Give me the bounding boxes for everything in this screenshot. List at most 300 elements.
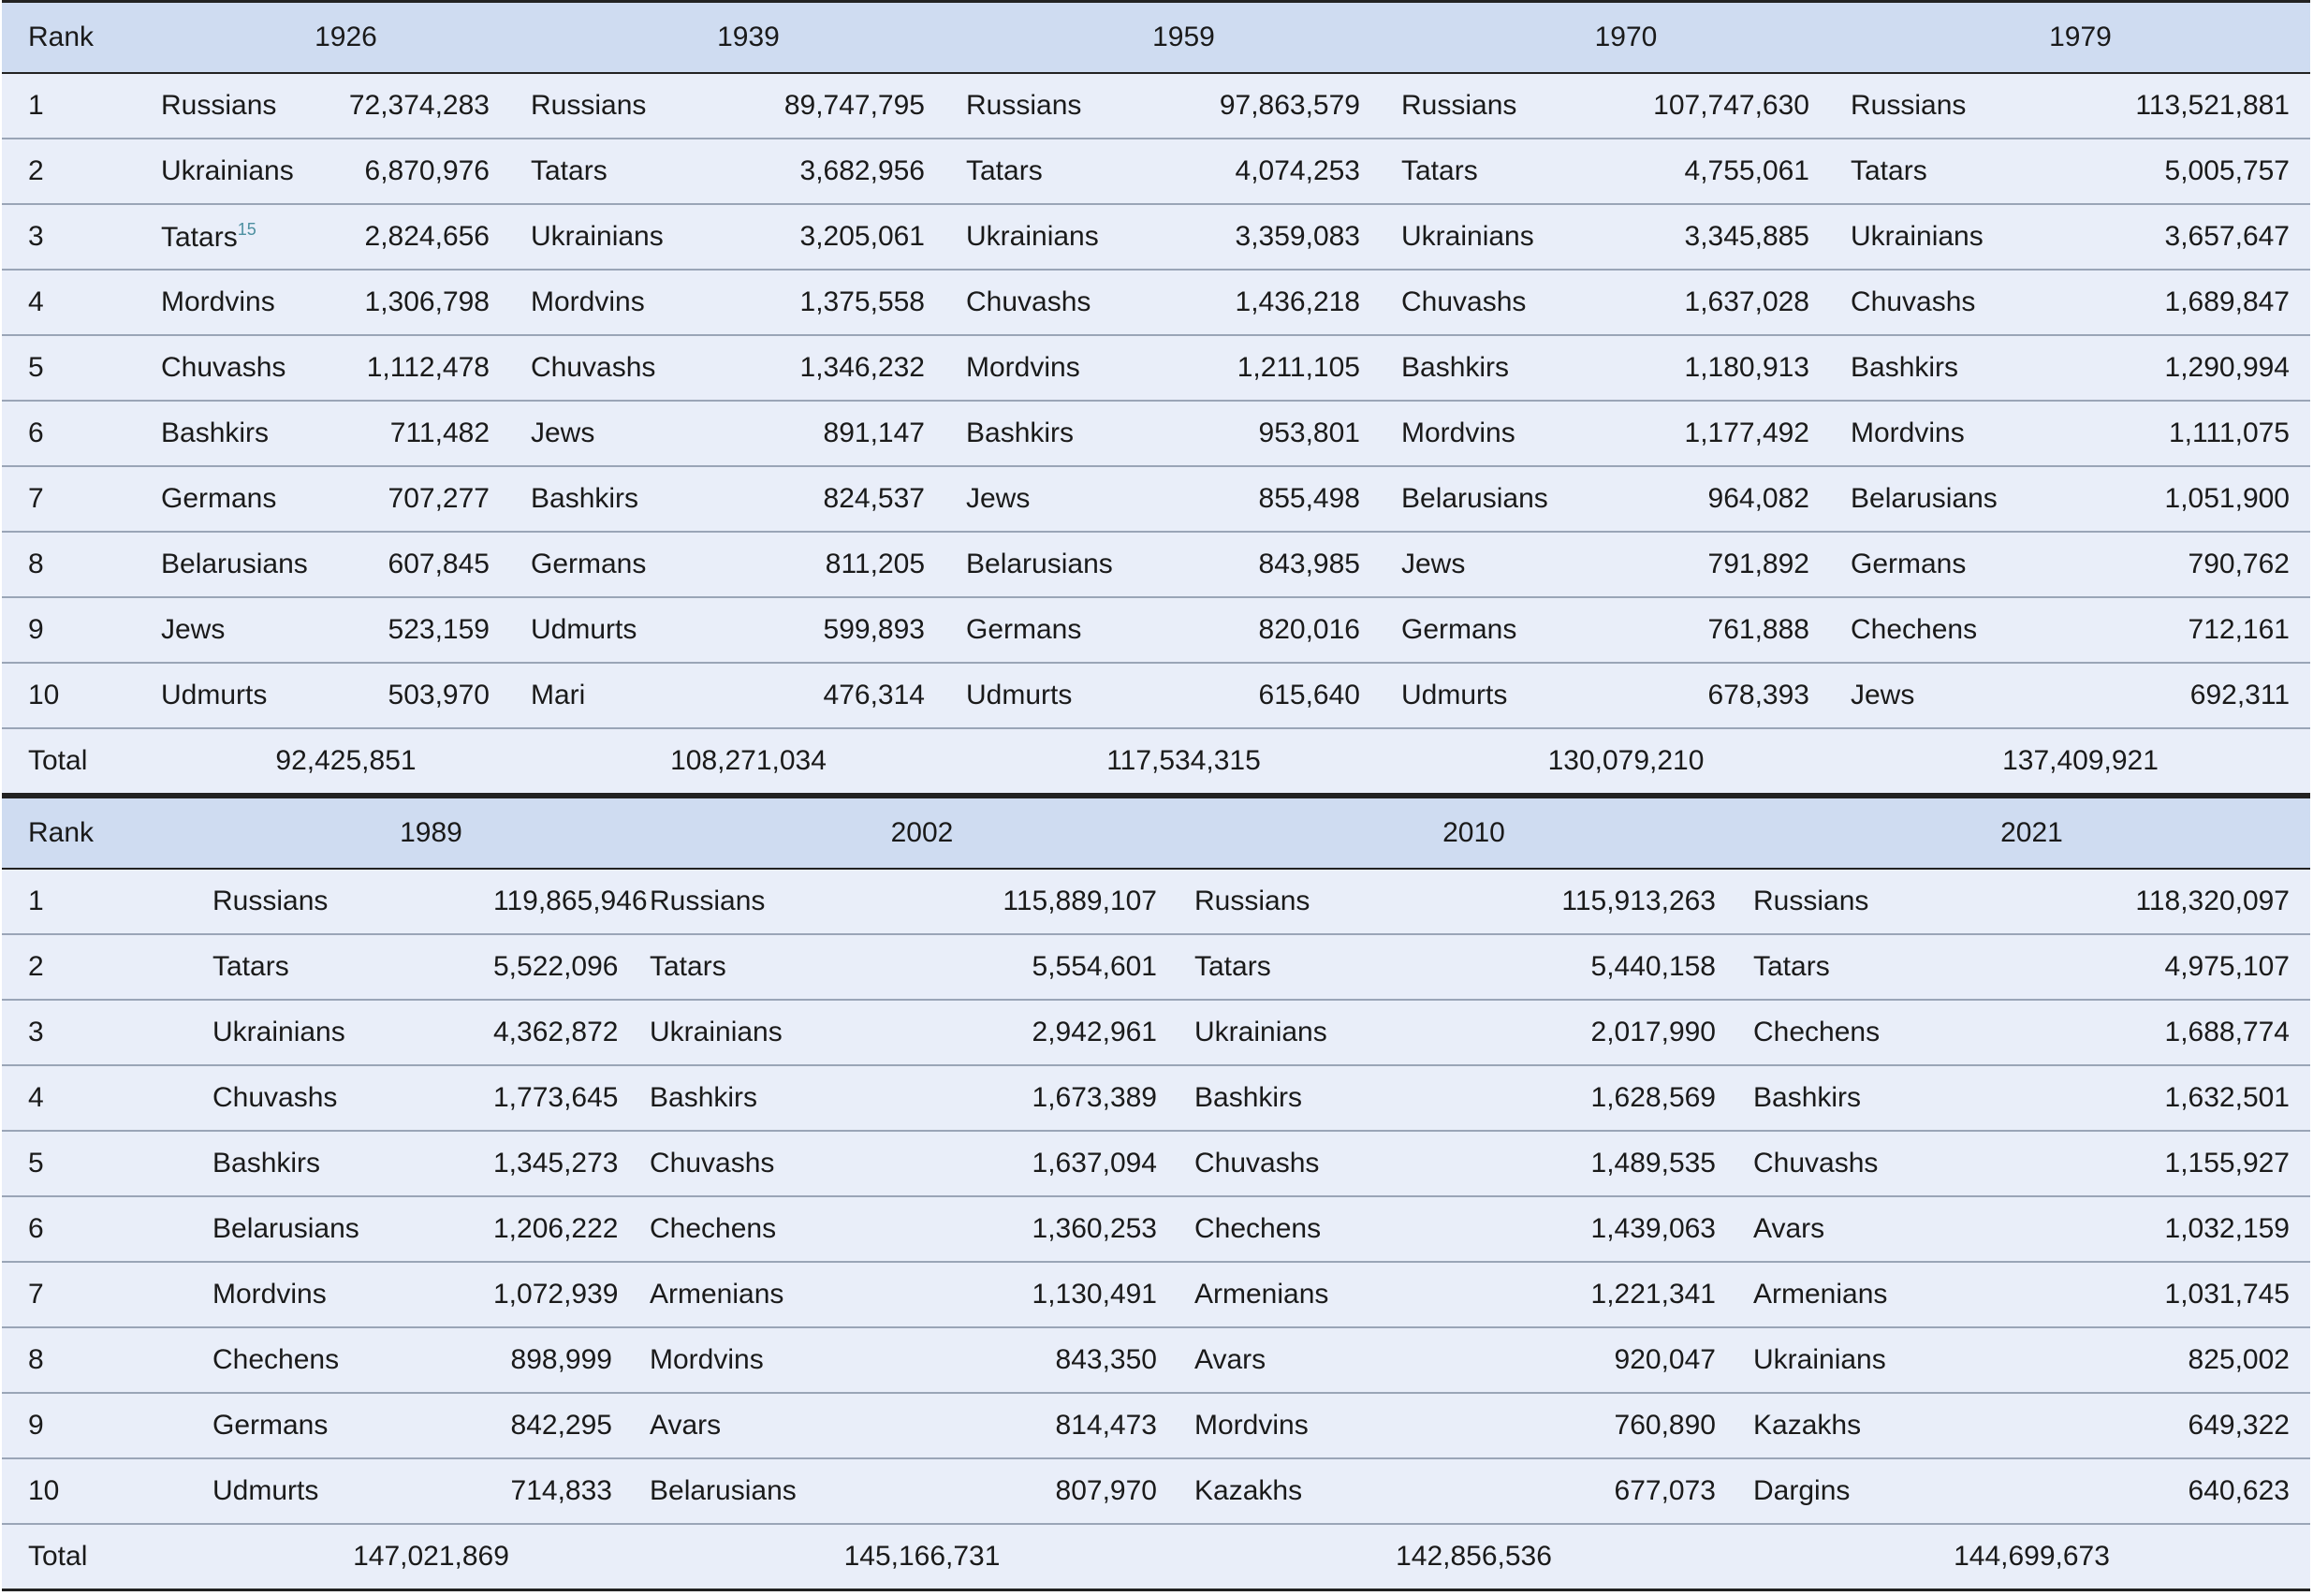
group-name bbox=[966, 663, 1186, 728]
group-name-text: Udmurts bbox=[531, 614, 637, 645]
population-value: 2,824,656 bbox=[348, 204, 531, 270]
population-value: 1,688,774 bbox=[2034, 1000, 2310, 1065]
population-value: 4,975,107 bbox=[2034, 934, 2310, 1000]
group-name bbox=[1753, 1458, 2034, 1524]
population-value: 523,159 bbox=[348, 597, 531, 663]
group-name-text: Avars bbox=[1194, 1344, 1266, 1375]
group-name-text: Bashkirs bbox=[1194, 1082, 1303, 1113]
population-value: 5,554,601 bbox=[930, 934, 1194, 1000]
population-value: 5,005,757 bbox=[2094, 139, 2310, 204]
group-name bbox=[650, 1262, 930, 1327]
population-value: 760,890 bbox=[1485, 1393, 1753, 1458]
header-rank: Rank bbox=[2, 798, 212, 870]
group-name bbox=[1401, 335, 1640, 401]
group-name bbox=[212, 1065, 493, 1131]
group-name-text: Ukrainians bbox=[1401, 221, 1534, 252]
group-name-text: Tatars bbox=[1851, 155, 1927, 186]
group-name-text: Ukrainians bbox=[212, 1017, 345, 1047]
population-value: 1,673,389 bbox=[930, 1065, 1194, 1131]
table-row bbox=[2, 1065, 2310, 1131]
group-name-text: Jews bbox=[531, 417, 595, 448]
group-name-text: Mordvins bbox=[161, 286, 275, 317]
group-name bbox=[966, 532, 1186, 597]
population-value: 1,345,273 bbox=[493, 1131, 650, 1196]
group-name-text: Chechens bbox=[212, 1344, 340, 1375]
rank-cell: 10 bbox=[2, 663, 161, 728]
group-name-text: Belarusians bbox=[650, 1475, 797, 1506]
table-row bbox=[2, 1131, 2310, 1196]
group-name-text: Chuvashs bbox=[650, 1148, 775, 1179]
group-name bbox=[1194, 1327, 1485, 1393]
total-value: 137,409,921 bbox=[1851, 728, 2310, 795]
rank-cell: 3 bbox=[2, 1000, 212, 1065]
table-row bbox=[2, 335, 2310, 401]
group-name-text: Mordvins bbox=[1194, 1410, 1309, 1441]
population-value: 714,833 bbox=[493, 1458, 650, 1524]
group-name bbox=[1753, 869, 2034, 934]
group-name bbox=[531, 466, 774, 532]
population-value: 1,211,105 bbox=[1186, 335, 1401, 401]
group-name-text: Chechens bbox=[1753, 1017, 1881, 1047]
group-name bbox=[1401, 466, 1640, 532]
population-value: 115,913,263 bbox=[1485, 869, 1753, 934]
population-value: 1,632,501 bbox=[2034, 1065, 2310, 1131]
group-name-text: Udmurts bbox=[966, 680, 1073, 710]
table-row bbox=[2, 1196, 2310, 1262]
rank-cell: 7 bbox=[2, 1262, 212, 1327]
group-name bbox=[1753, 1000, 2034, 1065]
group-name-text: Udmurts bbox=[212, 1475, 319, 1506]
group-name-text: Mordvins bbox=[212, 1279, 327, 1310]
group-name bbox=[531, 401, 774, 466]
group-name bbox=[650, 1065, 930, 1131]
total-value: 147,021,869 bbox=[212, 1524, 650, 1590]
group-name-text: Russians bbox=[1851, 90, 1967, 121]
population-value: 677,073 bbox=[1485, 1458, 1753, 1524]
header-row bbox=[2, 798, 2310, 870]
population-value: 1,637,094 bbox=[930, 1131, 1194, 1196]
population-value: 599,893 bbox=[774, 597, 966, 663]
group-name bbox=[1851, 597, 2094, 663]
group-name bbox=[966, 139, 1186, 204]
population-value: 2,942,961 bbox=[930, 1000, 1194, 1065]
group-name-text: Ukrainians bbox=[1851, 221, 1984, 252]
group-name-text: Jews bbox=[161, 614, 226, 645]
group-name-text: Bashkirs bbox=[161, 417, 270, 448]
table-row bbox=[2, 663, 2310, 728]
table-row bbox=[2, 934, 2310, 1000]
group-name bbox=[1753, 1327, 2034, 1393]
group-name-text: Bashkirs bbox=[212, 1148, 321, 1179]
group-name bbox=[650, 1131, 930, 1196]
population-value: 678,393 bbox=[1640, 663, 1851, 728]
rank-cell: 2 bbox=[2, 934, 212, 1000]
group-name-text: Mordvins bbox=[531, 286, 645, 317]
table-row bbox=[2, 139, 2310, 204]
group-name-text: Chuvashs bbox=[1851, 286, 1976, 317]
group-name-text: Dargins bbox=[1753, 1475, 1851, 1506]
population-value: 4,755,061 bbox=[1640, 139, 1851, 204]
group-name-text: Belarusians bbox=[966, 549, 1113, 579]
group-name-text: Russians bbox=[650, 886, 766, 916]
rank-cell: 1 bbox=[2, 73, 161, 139]
population-value: 1,221,341 bbox=[1485, 1262, 1753, 1327]
group-name bbox=[1401, 597, 1640, 663]
group-name-text: Kazakhs bbox=[1753, 1410, 1862, 1441]
rank-cell: 1 bbox=[2, 869, 212, 934]
group-name bbox=[1194, 1196, 1485, 1262]
group-name bbox=[531, 204, 774, 270]
group-name bbox=[161, 139, 348, 204]
group-name-text: Russians bbox=[1194, 886, 1310, 916]
population-value: 1,155,927 bbox=[2034, 1131, 2310, 1196]
header-year: 1926 bbox=[161, 2, 531, 74]
population-value: 3,657,647 bbox=[2094, 204, 2310, 270]
rank-cell: 10 bbox=[2, 1458, 212, 1524]
population-value: 4,074,253 bbox=[1186, 139, 1401, 204]
group-name-text: Russians bbox=[531, 90, 647, 121]
rank-cell: 8 bbox=[2, 532, 161, 597]
group-name bbox=[1401, 204, 1640, 270]
population-value: 824,537 bbox=[774, 466, 966, 532]
population-value: 820,016 bbox=[1186, 597, 1401, 663]
header-rank: Rank bbox=[2, 2, 161, 74]
rank-cell: 6 bbox=[2, 401, 161, 466]
group-name-text: Kazakhs bbox=[1194, 1475, 1303, 1506]
table-row bbox=[2, 597, 2310, 663]
total-value: 144,699,673 bbox=[1753, 1524, 2310, 1590]
group-name-text: Germans bbox=[161, 483, 277, 514]
group-name bbox=[161, 597, 348, 663]
group-name-text: Chuvashs bbox=[1194, 1148, 1320, 1179]
group-name bbox=[1194, 1393, 1485, 1458]
rank-cell: 5 bbox=[2, 335, 161, 401]
group-name bbox=[212, 1000, 493, 1065]
population-value: 476,314 bbox=[774, 663, 966, 728]
group-name-text: Ukrainians bbox=[966, 221, 1099, 252]
group-name bbox=[531, 139, 774, 204]
group-name-text: Mordvins bbox=[1851, 417, 1965, 448]
group-name-text: Belarusians bbox=[1851, 483, 1998, 514]
population-value: 1,072,939 bbox=[493, 1262, 650, 1327]
population-value: 1,111,075 bbox=[2094, 401, 2310, 466]
population-value: 107,747,630 bbox=[1640, 73, 1851, 139]
header-year: 1939 bbox=[531, 2, 966, 74]
group-name-text: Bashkirs bbox=[650, 1082, 758, 1113]
footnote-marker: 15 bbox=[237, 220, 256, 239]
census-table-1926-1979 bbox=[2, 0, 2310, 796]
group-name bbox=[1194, 1131, 1485, 1196]
group-name bbox=[650, 1000, 930, 1065]
group-name-text: Germans bbox=[1401, 614, 1517, 645]
group-name bbox=[161, 73, 348, 139]
group-name bbox=[966, 204, 1186, 270]
group-name bbox=[650, 1196, 930, 1262]
header-year: 2010 bbox=[1194, 798, 1753, 870]
group-name bbox=[1401, 139, 1640, 204]
population-value: 1,436,218 bbox=[1186, 270, 1401, 335]
population-value: 1,051,900 bbox=[2094, 466, 2310, 532]
group-name-text: Udmurts bbox=[161, 680, 268, 710]
table-row bbox=[2, 270, 2310, 335]
group-name-text: Russians bbox=[1401, 90, 1517, 121]
group-name bbox=[1851, 204, 2094, 270]
population-value: 953,801 bbox=[1186, 401, 1401, 466]
group-name-text: Mordvins bbox=[966, 352, 1080, 383]
group-name-text: Belarusians bbox=[161, 549, 308, 579]
group-name bbox=[1851, 139, 2094, 204]
table-row bbox=[2, 204, 2310, 270]
population-value: 1,112,478 bbox=[348, 335, 531, 401]
population-value: 640,623 bbox=[2034, 1458, 2310, 1524]
group-name bbox=[650, 934, 930, 1000]
population-value: 1,360,253 bbox=[930, 1196, 1194, 1262]
header-year: 1979 bbox=[1851, 2, 2310, 74]
rank-cell: 4 bbox=[2, 1065, 212, 1131]
population-value: 1,439,063 bbox=[1485, 1196, 1753, 1262]
group-name-text: Tatars bbox=[1401, 155, 1478, 186]
population-value: 72,374,283 bbox=[348, 73, 531, 139]
group-name-text: Bashkirs bbox=[1851, 352, 1959, 383]
group-name bbox=[161, 335, 348, 401]
group-name bbox=[212, 1458, 493, 1524]
group-name-text: Bashkirs bbox=[1753, 1082, 1862, 1113]
table-row bbox=[2, 401, 2310, 466]
population-value: 1,689,847 bbox=[2094, 270, 2310, 335]
population-value: 607,845 bbox=[348, 532, 531, 597]
group-name bbox=[1194, 1262, 1485, 1327]
group-name bbox=[1194, 934, 1485, 1000]
group-name bbox=[1401, 532, 1640, 597]
population-value: 707,277 bbox=[348, 466, 531, 532]
group-name-text: Udmurts bbox=[1401, 680, 1508, 710]
population-value: 3,359,083 bbox=[1186, 204, 1401, 270]
population-value: 712,161 bbox=[2094, 597, 2310, 663]
total-value: 142,856,536 bbox=[1194, 1524, 1753, 1590]
group-name-text: Jews bbox=[1851, 680, 1915, 710]
table-row bbox=[2, 869, 2310, 934]
rank-cell: 7 bbox=[2, 466, 161, 532]
rank-cell: 8 bbox=[2, 1327, 212, 1393]
group-name-text: Ukrainians bbox=[650, 1017, 783, 1047]
population-value: 118,320,097 bbox=[2034, 869, 2310, 934]
table-row bbox=[2, 73, 2310, 139]
population-value: 3,345,885 bbox=[1640, 204, 1851, 270]
group-name bbox=[1753, 1262, 2034, 1327]
group-name bbox=[531, 532, 774, 597]
group-name-text: Belarusians bbox=[1401, 483, 1548, 514]
group-name bbox=[650, 1393, 930, 1458]
census-table-1989-2021 bbox=[2, 796, 2310, 1591]
group-name bbox=[1194, 1000, 1485, 1065]
group-name bbox=[1401, 73, 1640, 139]
group-name-text: Jews bbox=[1401, 549, 1466, 579]
table-row bbox=[2, 1393, 2310, 1458]
group-name bbox=[531, 270, 774, 335]
population-value: 843,350 bbox=[930, 1327, 1194, 1393]
group-name bbox=[1194, 1458, 1485, 1524]
population-value: 842,295 bbox=[493, 1393, 650, 1458]
group-name bbox=[212, 1131, 493, 1196]
group-name bbox=[966, 401, 1186, 466]
group-name-text: Russians bbox=[966, 90, 1082, 121]
rank-cell: 6 bbox=[2, 1196, 212, 1262]
group-name bbox=[531, 597, 774, 663]
group-name bbox=[1401, 401, 1640, 466]
population-value: 825,002 bbox=[2034, 1327, 2310, 1393]
population-value: 3,205,061 bbox=[774, 204, 966, 270]
group-name-text: Ukrainians bbox=[161, 155, 294, 186]
group-name-text: Tatars bbox=[1194, 951, 1271, 982]
rank-cell: 4 bbox=[2, 270, 161, 335]
group-name bbox=[531, 73, 774, 139]
population-value: 2,017,990 bbox=[1485, 1000, 1753, 1065]
header-year: 2002 bbox=[650, 798, 1194, 870]
group-name-text: Armenians bbox=[1194, 1279, 1329, 1310]
group-name bbox=[1851, 401, 2094, 466]
population-value: 1,130,491 bbox=[930, 1262, 1194, 1327]
population-value: 1,489,535 bbox=[1485, 1131, 1753, 1196]
population-value: 1,375,558 bbox=[774, 270, 966, 335]
group-name bbox=[1851, 532, 2094, 597]
population-value: 791,892 bbox=[1640, 532, 1851, 597]
table-row bbox=[2, 532, 2310, 597]
group-name-text: Germans bbox=[1851, 549, 1967, 579]
rank-cell: 5 bbox=[2, 1131, 212, 1196]
group-name bbox=[1401, 270, 1640, 335]
rank-cell: 9 bbox=[2, 1393, 212, 1458]
group-name bbox=[212, 1327, 493, 1393]
group-name-text: Armenians bbox=[1753, 1279, 1888, 1310]
group-name bbox=[161, 204, 348, 270]
group-name bbox=[531, 663, 774, 728]
group-name bbox=[161, 663, 348, 728]
population-value: 891,147 bbox=[774, 401, 966, 466]
total-value: 117,534,315 bbox=[966, 728, 1401, 795]
group-name bbox=[212, 869, 493, 934]
group-name-text: Ukrainians bbox=[531, 221, 664, 252]
group-name bbox=[966, 335, 1186, 401]
group-name-text: Ukrainians bbox=[1753, 1344, 1886, 1375]
group-name bbox=[966, 73, 1186, 139]
group-name-text: Germans bbox=[212, 1410, 329, 1441]
group-name-text: Jews bbox=[966, 483, 1031, 514]
total-row bbox=[2, 1524, 2310, 1590]
table-row bbox=[2, 1458, 2310, 1524]
group-name-text: Chuvashs bbox=[161, 352, 286, 383]
group-name bbox=[161, 532, 348, 597]
group-name-text: Avars bbox=[650, 1410, 722, 1441]
group-name-text: Tatars bbox=[1753, 951, 1830, 982]
population-value: 503,970 bbox=[348, 663, 531, 728]
total-value: 92,425,851 bbox=[161, 728, 531, 795]
group-name bbox=[212, 934, 493, 1000]
population-value: 1,180,913 bbox=[1640, 335, 1851, 401]
population-value: 964,082 bbox=[1640, 466, 1851, 532]
population-value: 97,863,579 bbox=[1186, 73, 1401, 139]
group-name bbox=[161, 401, 348, 466]
total-label: Total bbox=[2, 728, 161, 795]
group-name bbox=[161, 466, 348, 532]
population-value: 5,522,096 bbox=[493, 934, 650, 1000]
population-value: 855,498 bbox=[1186, 466, 1401, 532]
group-name bbox=[1753, 934, 2034, 1000]
total-value: 108,271,034 bbox=[531, 728, 966, 795]
group-name bbox=[1851, 335, 2094, 401]
header-year: 2021 bbox=[1753, 798, 2310, 870]
group-name-text: Belarusians bbox=[212, 1213, 359, 1244]
population-value: 115,889,107 bbox=[930, 869, 1194, 934]
group-name bbox=[650, 1327, 930, 1393]
header-year: 1959 bbox=[966, 2, 1401, 74]
header-year: 1970 bbox=[1401, 2, 1851, 74]
population-value: 1,773,645 bbox=[493, 1065, 650, 1131]
population-value: 692,311 bbox=[2094, 663, 2310, 728]
population-value: 1,031,745 bbox=[2034, 1262, 2310, 1327]
group-name bbox=[212, 1262, 493, 1327]
group-name bbox=[212, 1393, 493, 1458]
group-name bbox=[650, 869, 930, 934]
group-name-text: Armenians bbox=[650, 1279, 784, 1310]
population-value: 814,473 bbox=[930, 1393, 1194, 1458]
header-row bbox=[2, 2, 2310, 74]
population-value: 1,637,028 bbox=[1640, 270, 1851, 335]
population-value: 1,206,222 bbox=[493, 1196, 650, 1262]
group-name-text: Chuvashs bbox=[966, 286, 1091, 317]
population-value: 920,047 bbox=[1485, 1327, 1753, 1393]
header-year: 1989 bbox=[212, 798, 650, 870]
group-name-text: Russians bbox=[161, 90, 277, 121]
total-row bbox=[2, 728, 2310, 795]
total-value: 130,079,210 bbox=[1401, 728, 1851, 795]
population-value: 5,440,158 bbox=[1485, 934, 1753, 1000]
group-name bbox=[966, 466, 1186, 532]
population-value: 3,682,956 bbox=[774, 139, 966, 204]
total-label: Total bbox=[2, 1524, 212, 1590]
population-value: 1,346,232 bbox=[774, 335, 966, 401]
group-name-text: Tatars bbox=[531, 155, 608, 186]
population-value: 1,290,994 bbox=[2094, 335, 2310, 401]
table-row bbox=[2, 1262, 2310, 1327]
population-value: 790,762 bbox=[2094, 532, 2310, 597]
population-value: 807,970 bbox=[930, 1458, 1194, 1524]
population-value: 711,482 bbox=[348, 401, 531, 466]
group-name-text: Chechens bbox=[1851, 614, 1978, 645]
population-value: 898,999 bbox=[493, 1327, 650, 1393]
group-name bbox=[966, 597, 1186, 663]
group-name bbox=[1401, 663, 1640, 728]
group-name-text: Bashkirs bbox=[966, 417, 1075, 448]
group-name bbox=[1194, 869, 1485, 934]
group-name bbox=[1753, 1393, 2034, 1458]
group-name bbox=[966, 270, 1186, 335]
group-name bbox=[531, 335, 774, 401]
population-value: 119,865,946 bbox=[493, 869, 650, 934]
population-value: 649,322 bbox=[2034, 1393, 2310, 1458]
table-row bbox=[2, 1000, 2310, 1065]
group-name bbox=[1851, 663, 2094, 728]
group-name bbox=[1851, 466, 2094, 532]
group-name-text: Chechens bbox=[650, 1213, 777, 1244]
group-name-text: Germans bbox=[531, 549, 647, 579]
group-name-text: Germans bbox=[966, 614, 1082, 645]
total-value: 145,166,731 bbox=[650, 1524, 1194, 1590]
population-value: 761,888 bbox=[1640, 597, 1851, 663]
group-name-text: Mordvins bbox=[650, 1344, 764, 1375]
population-value: 1,177,492 bbox=[1640, 401, 1851, 466]
group-name-text: Mordvins bbox=[1401, 417, 1515, 448]
group-name-text: Tatars bbox=[966, 155, 1043, 186]
